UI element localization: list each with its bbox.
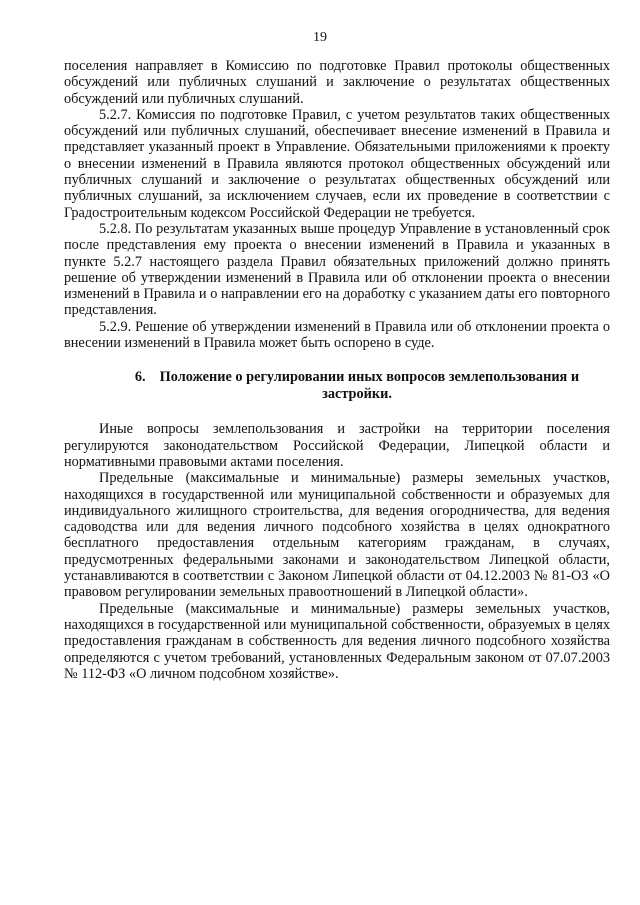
section-number: 6. xyxy=(134,369,146,386)
paragraph-continuation: поселения направляет в Комиссию по подготовке Правил протоколы общественных обсуждений или публичных слушаний и заключение о результатах общественных обсуждений или публичных слушаний. xyxy=(64,58,610,107)
document-body xyxy=(64,58,610,682)
paragraph-plot-sizes-personal: Предельные (максимальные и минимальные) размеры земельных участков, находящихся в государственной или муниципальной собственности, образуемых в целях предоставления гражданам в собственность для ведения личного подсобного хозяйства определяются с учетом требований, установленных Федеральным законом от 07.07.2003 № 112-ФЗ «О личном подсобном хозяйстве». xyxy=(64,600,610,682)
paragraph-other-issues: Иные вопросы землепользования и застройки на территории поселения регулируются законодательством Российской Федерации, Липецкой области и нормативными правовыми актами поселения. xyxy=(64,421,610,470)
paragraph-5-2-8: 5.2.8. По результатам указанных выше процедур Управление в установленный срок после представления ему проекта о внесении изменений в Правила и указанных в пункте 5.2.7 настоящего раздела Правил обязательных приложений должно принять решение об утверждении изменений в Правила или об отклонении проекта о внесении изменений в Правила и о направлении его на доработку с указанием даты его повторного представления. xyxy=(64,220,610,319)
paragraph-plot-sizes-free: Предельные (максимальные и минимальные) размеры земельных участков, находящихся в государственной или муниципальной собственности и образуемых для индивидуального жилищного строительства, для ведения огородничества, для ведения садоводства или для ведения личного подсобного хозяйства в целях однократного бесплатного предоставления отдельным категориям гражданам, в случаях, предусмотренных федеральными законами и законодательством Липецкой области, устанавливаются в соответствии с Законом Липецкой области от 04.12.2003 № 81-ОЗ «О правовом регулировании земельных правоотношений в Липецкой области». xyxy=(64,470,610,601)
section-heading xyxy=(64,369,610,403)
paragraph-5-2-9: 5.2.9. Решение об утверждении изменений в Правила или об отклонении проекта о внесении изменений в Правила может быть оспорено в суде. xyxy=(64,318,610,352)
paragraph-5-2-7: 5.2.7. Комиссия по подготовке Правил, с учетом результатов таких общественных обсуждений или публичных слушаний, обеспечивает внесение изменений в Правила и представляет указанный проект в Управление. Обязательными приложениями к проекту о внесении изменений в Правила являются протокол общественных обсуждений или публичных слушаний и заключение о результатах общественных обсуждений или публичных слушаний, за исключением случаев, если их проведение в соответствии с Градостроительным кодексом Российской Федерации не требуется. xyxy=(64,106,610,221)
section-title: Положение о регулировании иных вопросов землепользования и застройки. xyxy=(159,369,580,403)
page-number: 19 xyxy=(313,30,327,45)
